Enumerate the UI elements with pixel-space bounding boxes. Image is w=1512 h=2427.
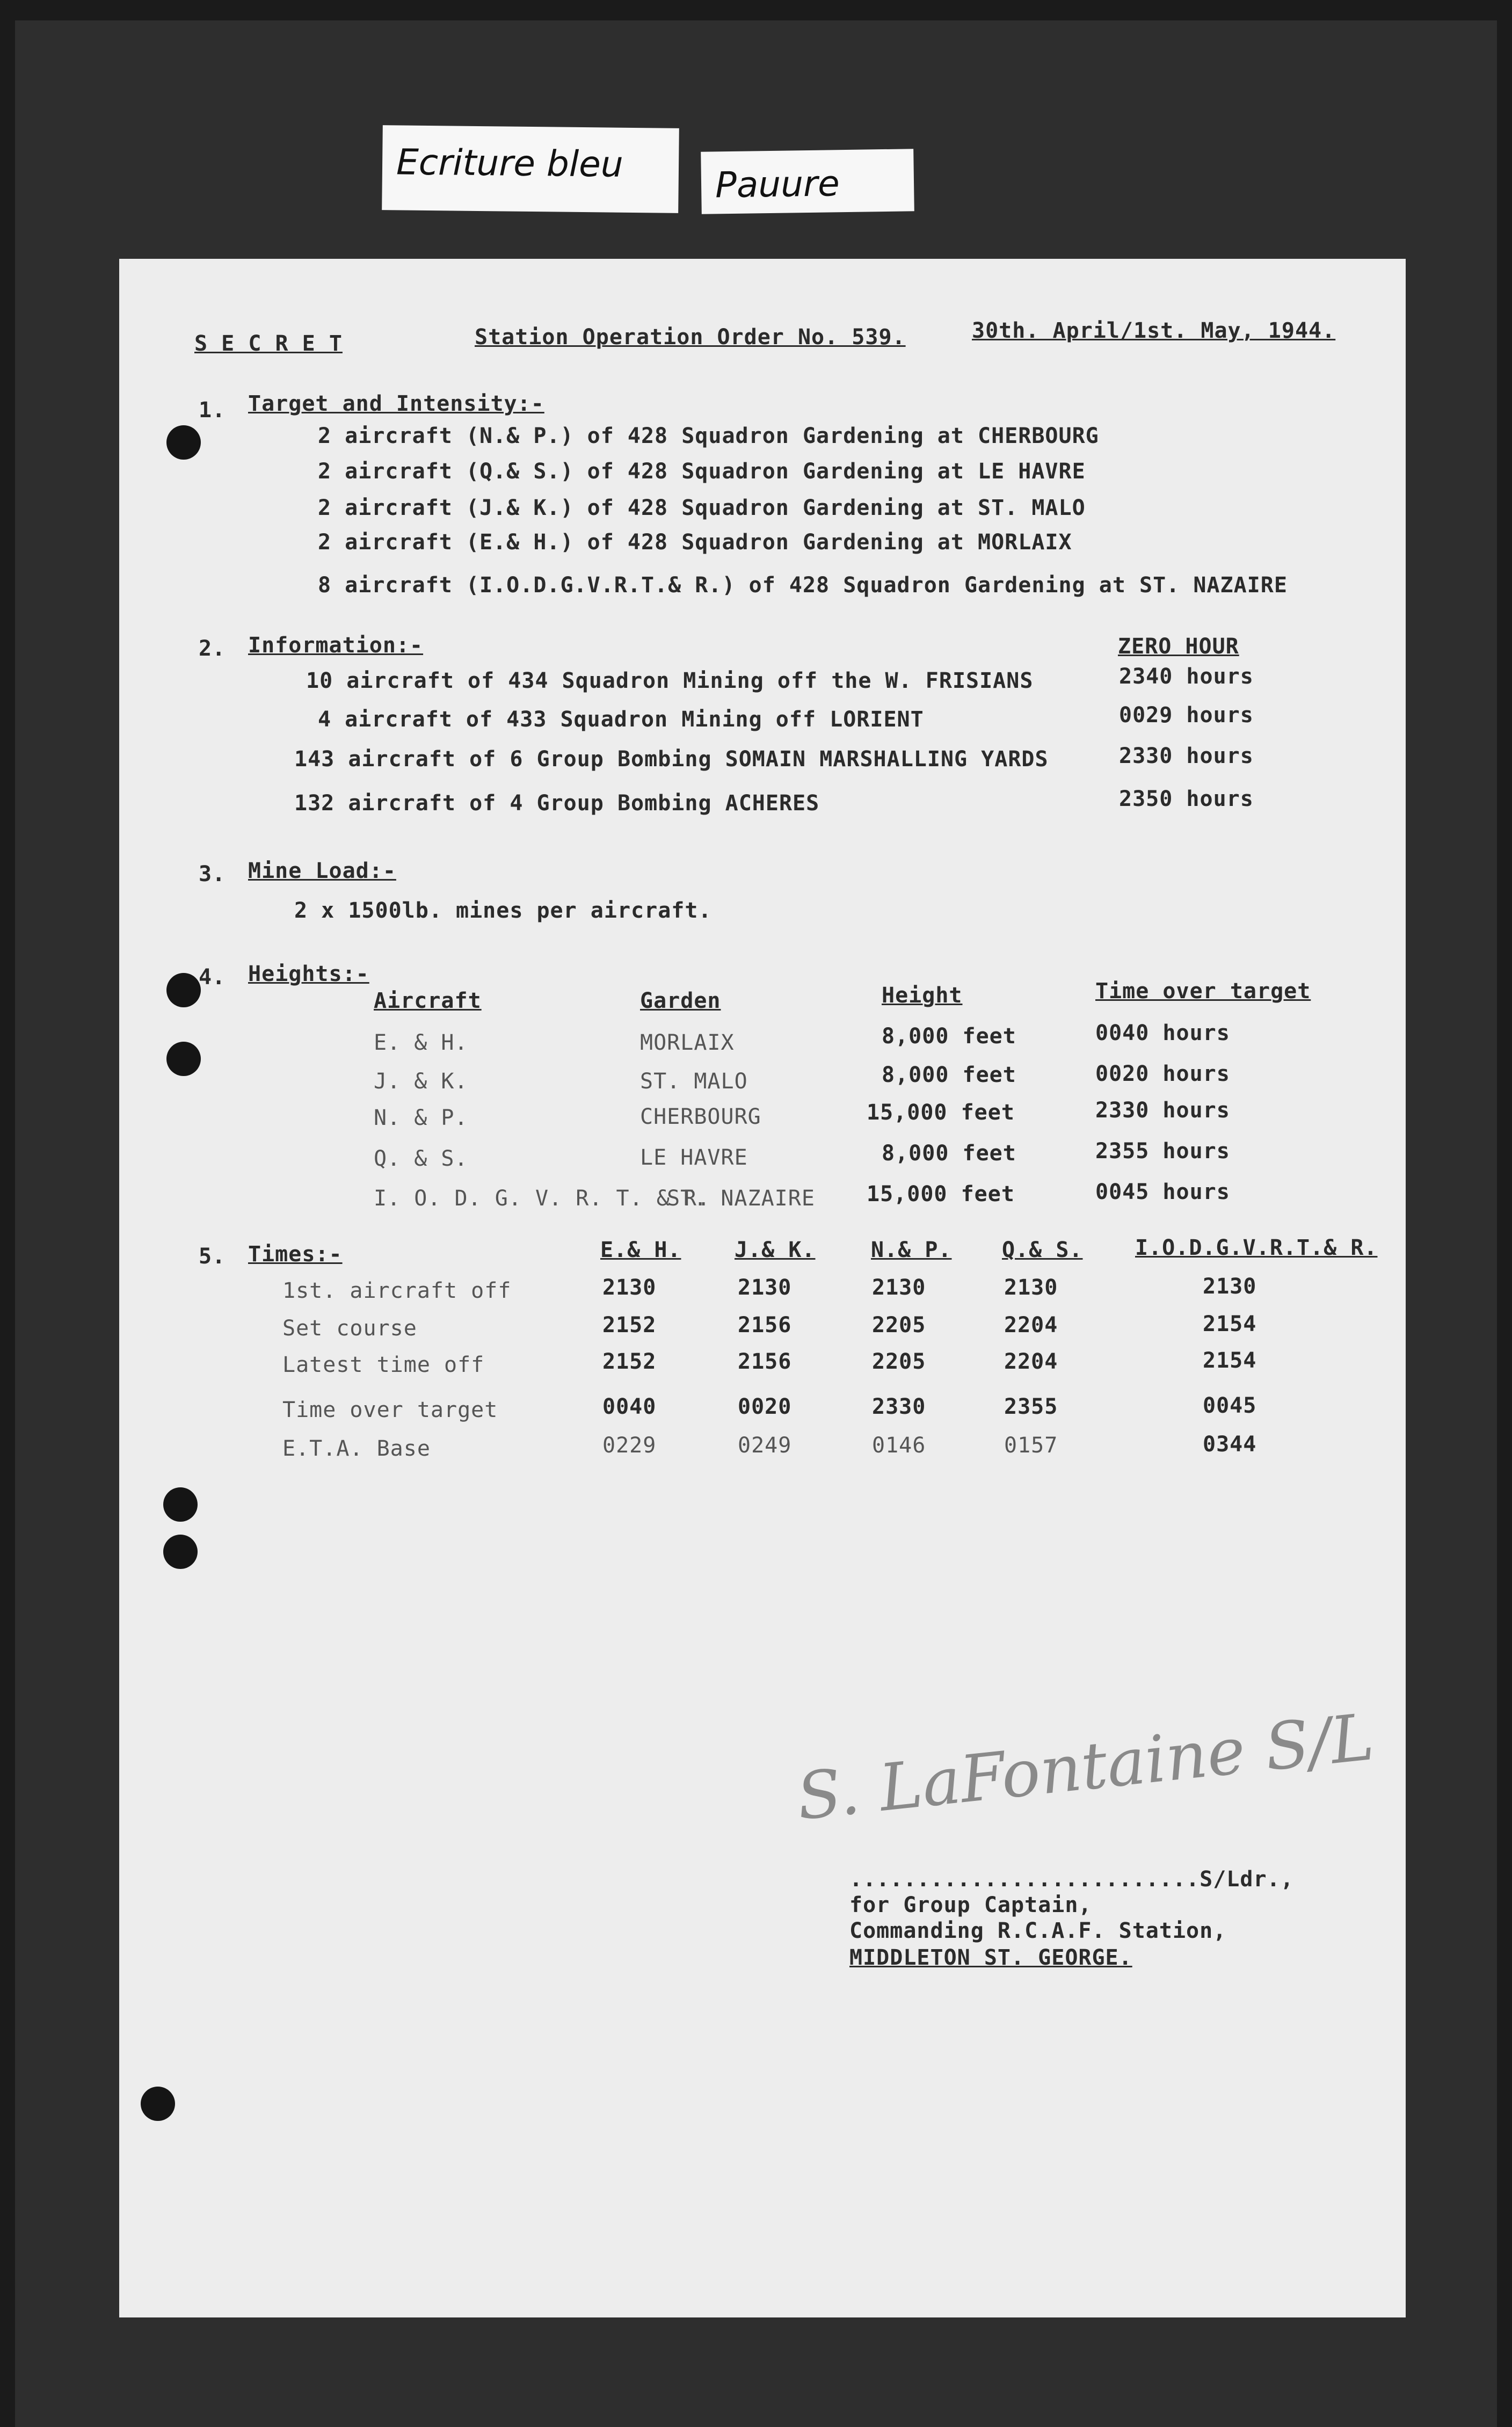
times-cell: 0146 (872, 1433, 926, 1458)
heights-cell: 2330 hours (1095, 1098, 1230, 1123)
times-cell: 2152 (602, 1313, 657, 1338)
info-row-text: 143 aircraft of 6 Group Bombing SOMAIN MARSHALLING YARDS (294, 747, 1049, 772)
times-cell: 2130 (738, 1275, 792, 1300)
punch-hole (166, 425, 201, 460)
heights-header-time: Time over target (1095, 979, 1311, 1004)
section-1-line: 8 aircraft (I.O.D.G.V.R.T.& R.) of 428 Squadron Gardening at ST. NAZAIRE (318, 573, 1288, 598)
times-cell: 2130 (1004, 1275, 1058, 1300)
section-1-line: 2 aircraft (N.& P.) of 428 Squadron Gardening at CHERBOURG (318, 424, 1099, 448)
section-3-title: Mine Load:- (248, 859, 396, 883)
times-cell: 2205 (872, 1349, 926, 1374)
info-row-time: 2350 hours (1119, 787, 1254, 811)
section-4-number: 4. (199, 965, 226, 990)
times-row-label: Latest time off (282, 1353, 485, 1377)
heights-header-garden: Garden (640, 989, 721, 1013)
info-row-text: 132 aircraft of 4 Group Bombing ACHERES (294, 791, 820, 816)
times-cell: 2330 (872, 1394, 926, 1419)
punch-hole (166, 973, 201, 1007)
times-cell: 0249 (738, 1433, 792, 1458)
punch-hole (163, 1535, 198, 1569)
section-4-title: Heights:- (248, 962, 369, 986)
section-3-number: 3. (199, 862, 226, 886)
times-row-label: Set course (282, 1316, 417, 1341)
section-1-line: 2 aircraft (E.& H.) of 428 Squadron Gardening at MORLAIX (318, 530, 1072, 555)
heights-header-aircraft: Aircraft (374, 989, 482, 1013)
times-cell: 2156 (738, 1349, 792, 1374)
label-note-left-text: Ecriture bleu (396, 141, 624, 185)
times-cell: 2154 (1203, 1312, 1257, 1336)
heights-cell: E. & H. (374, 1030, 468, 1055)
info-row-time: 0029 hours (1119, 703, 1254, 728)
heights-cell: 0040 hours (1095, 1021, 1230, 1045)
times-cell: 0229 (602, 1433, 657, 1458)
heights-cell: 15,000 feet (867, 1100, 1015, 1125)
section-1-title: Target and Intensity:- (248, 391, 544, 416)
info-row-text: 4 aircraft of 433 Squadron Mining off LORIENT (318, 707, 924, 732)
info-row-time: 2340 hours (1119, 664, 1254, 689)
times-row-label: 1st. aircraft off (282, 1278, 512, 1303)
heights-cell: 2355 hours (1095, 1139, 1230, 1164)
times-header: Q.& S. (1002, 1238, 1083, 1262)
heights-header-height: Height (882, 983, 963, 1008)
info-row-time: 2330 hours (1119, 744, 1254, 768)
section-2-title: Information:- (248, 633, 424, 658)
heights-cell: CHERBOURG (640, 1104, 761, 1129)
times-row-label: E.T.A. Base (282, 1436, 431, 1461)
heights-cell: 8,000 feet (882, 1024, 1016, 1049)
times-header: J.& K. (735, 1238, 816, 1262)
heights-cell: 0020 hours (1095, 1062, 1230, 1086)
signature-commanding: Commanding R.C.A.F. Station, (849, 1919, 1227, 1943)
signature-station: MIDDLETON ST. GEORGE. (849, 1945, 1132, 1970)
signature-rank-line: ..........................S/Ldr., (849, 1867, 1294, 1892)
section-2-number: 2. (199, 636, 226, 661)
info-row-text: 10 aircraft of 434 Squadron Mining off the W. FRISIANS (306, 668, 1034, 693)
signature-for-line: for Group Captain, (849, 1893, 1092, 1917)
times-cell: 2130 (1203, 1274, 1257, 1299)
section-1-line: 2 aircraft (Q.& S.) of 428 Squadron Gardening at LE HAVRE (318, 459, 1086, 484)
section-1-line: 2 aircraft (J.& K.) of 428 Squadron Gardening at ST. MALO (318, 496, 1086, 520)
heights-cell: Q. & S. (374, 1146, 468, 1171)
order-title: Station Operation Order No. 539. (475, 325, 906, 350)
times-cell: 2204 (1004, 1313, 1058, 1338)
times-cell: 0157 (1004, 1433, 1058, 1458)
times-header: I.O.D.G.V.R.T.& R. (1135, 1236, 1378, 1260)
order-date: 30th. April/1st. May, 1944. (972, 318, 1336, 343)
times-cell: 2156 (738, 1313, 792, 1338)
label-note-right (701, 149, 914, 214)
mine-load-line: 2 x 1500lb. mines per aircraft. (294, 898, 712, 923)
heights-cell: 0045 hours (1095, 1180, 1230, 1204)
heights-cell: 15,000 feet (867, 1182, 1015, 1207)
times-row-label: Time over target (282, 1398, 498, 1422)
heights-cell: N. & P. (374, 1106, 468, 1130)
heights-cell: ST. MALO (640, 1069, 748, 1094)
times-header: N.& P. (871, 1238, 952, 1262)
heights-cell: 8,000 feet (882, 1063, 1016, 1087)
times-cell: 2355 (1004, 1394, 1058, 1419)
document-page (119, 259, 1406, 2317)
heights-cell: J. & K. (374, 1069, 468, 1094)
section-5-number: 5. (199, 1244, 226, 1269)
heights-cell: ST. NAZAIRE (667, 1186, 815, 1211)
times-cell: 0020 (738, 1394, 792, 1419)
times-cell: 2205 (872, 1313, 926, 1338)
label-note-left (382, 125, 679, 213)
punch-hole (141, 2087, 175, 2121)
times-cell: 2130 (602, 1275, 657, 1300)
times-cell: 0040 (602, 1394, 657, 1419)
heights-cell: 8,000 feet (882, 1141, 1016, 1166)
times-cell: 2154 (1203, 1348, 1257, 1373)
heights-cell: MORLAIX (640, 1030, 735, 1055)
section-1-number: 1. (199, 398, 226, 423)
punch-hole (163, 1487, 198, 1522)
heights-cell: I. O. D. G. V. R. T. & R. (374, 1186, 711, 1211)
times-cell: 2130 (872, 1275, 926, 1300)
label-note-right-text: Pauure (715, 163, 840, 206)
punch-hole (166, 1042, 201, 1076)
heights-cell: LE HAVRE (640, 1145, 748, 1170)
section-5-title: Times:- (248, 1242, 343, 1267)
times-header: E.& H. (600, 1238, 681, 1262)
zero-hour-header: ZERO HOUR (1118, 634, 1239, 659)
classification: S E C R E T (194, 331, 343, 356)
times-cell: 2204 (1004, 1349, 1058, 1374)
times-cell: 0045 (1203, 1393, 1257, 1418)
times-cell: 2152 (602, 1349, 657, 1374)
times-cell: 0344 (1203, 1432, 1257, 1457)
handwritten-signature: S. LaFontaine S/L (793, 1700, 1377, 1835)
